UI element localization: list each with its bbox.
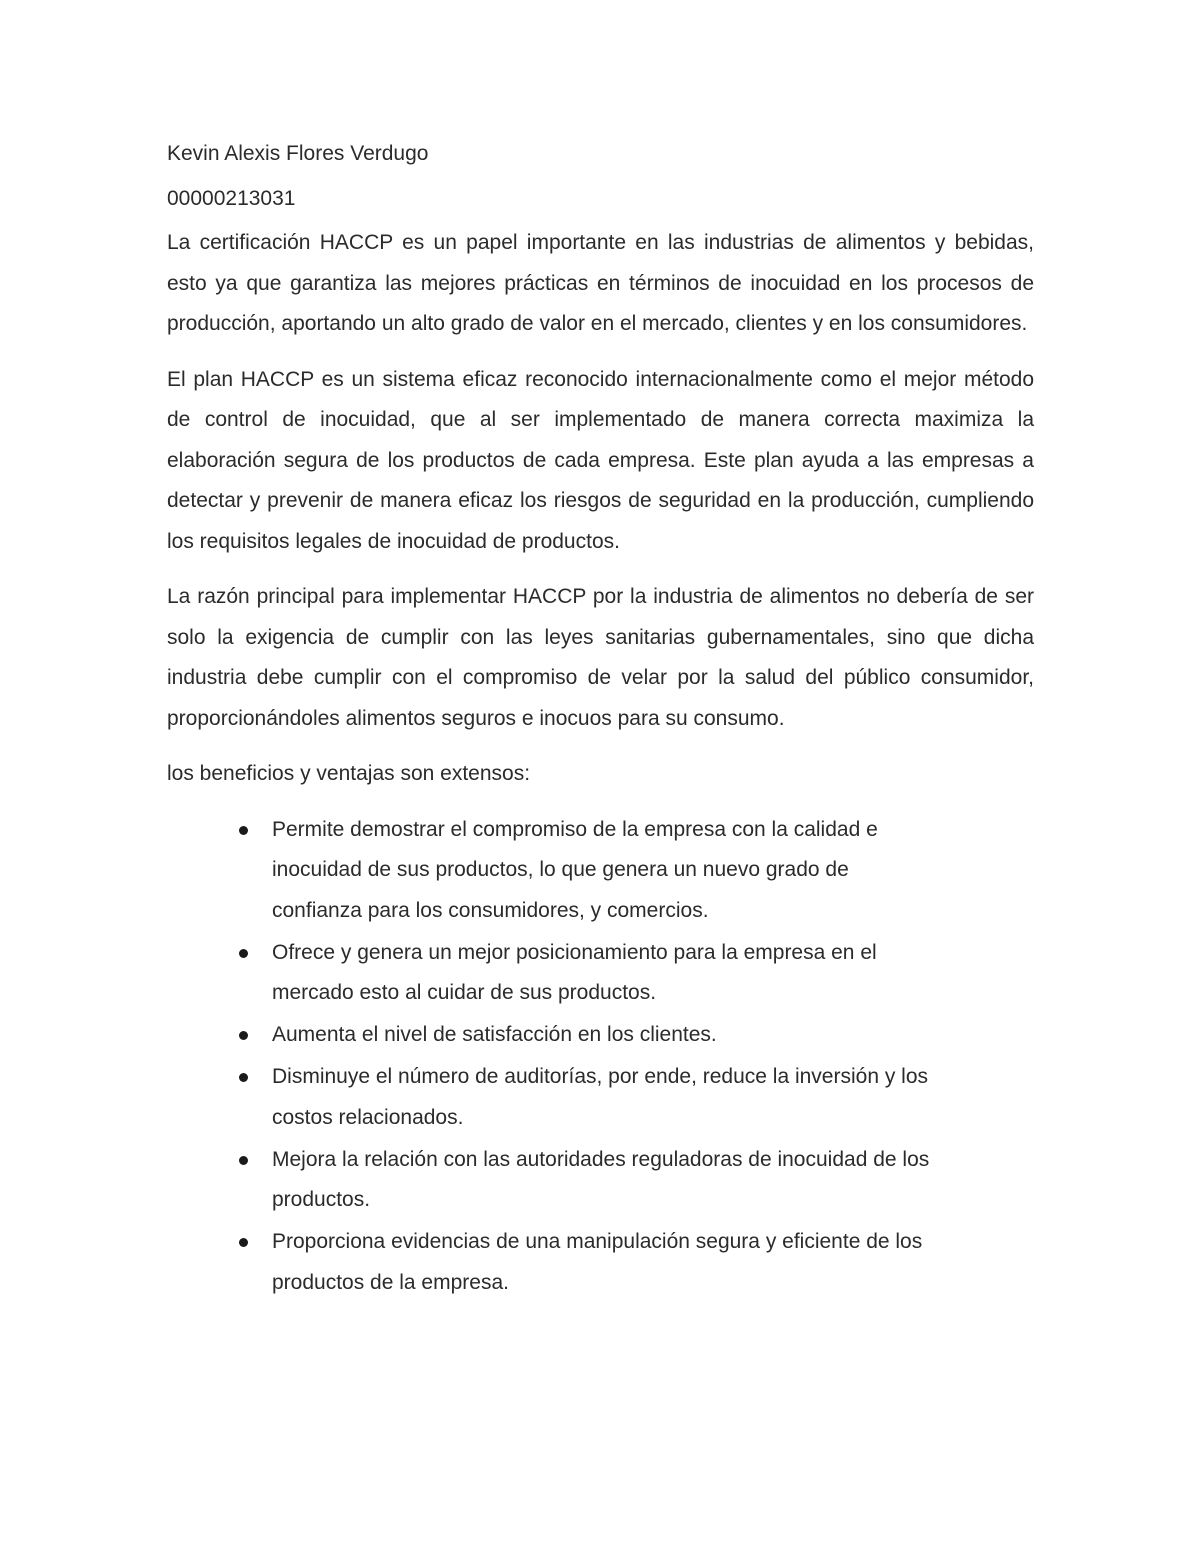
list-item — [167, 1057, 932, 1138]
student-id: 00000213031 — [167, 186, 296, 210]
paragraph-main-reason: La razón principal para implementar HACCP por la industria de alimentos no debería de ser solo la exigencia de cumplir con las leyes sanitarias gubernamentales, sino que dicha industria debe cumplir con el compromiso de velar por la salud del público consumidor, proporcionándoles alimentos seguros e inocuos para su consumo. — [167, 585, 1034, 730]
list-item — [167, 933, 932, 1014]
bullet-icon — [239, 1073, 248, 1082]
bullet-icon — [239, 949, 248, 958]
list-item — [167, 1222, 932, 1303]
bullet-icon — [239, 1031, 248, 1040]
author-name: Kevin Alexis Flores Verdugo — [167, 142, 429, 165]
list-item-text: Ofrece y genera un mejor posicionamiento para la empresa en el mercado esto al cuidar de sus productos. — [272, 940, 877, 1004]
list-item-text: Proporciona evidencias de una manipulación segura y eficiente de los productos de la empresa. — [272, 1230, 923, 1294]
list-item — [167, 810, 932, 932]
list-item-text: Mejora la relación con las autoridades reguladoras de inocuidad de los productos. — [272, 1147, 930, 1211]
paragraph-benefits-intro: los beneficios y ventajas son extensos: — [167, 762, 531, 785]
bullet-icon — [239, 1156, 248, 1165]
bullet-icon — [239, 826, 248, 835]
benefits-list — [167, 810, 1034, 1304]
bullet-icon — [239, 1238, 248, 1247]
list-item — [167, 1140, 932, 1221]
list-item — [167, 1015, 932, 1056]
list-item-text: Aumenta el nivel de satisfacción en los clientes. — [272, 1023, 717, 1046]
paragraph-haccp-plan: El plan HACCP es un sistema eficaz reconocido internacionalmente como el mejor método de control de inocuidad, que al ser implementado de manera correcta maximiza la elaboración segura de los productos de cada empresa. Este plan ayuda a las empresas a detectar y prevenir de manera eficaz los riesgos de seguridad en la producción, cumpliendo los requisitos legales de inocuidad de productos. — [167, 367, 1034, 553]
list-item-text: Disminuye el número de auditorías, por ende, reduce la inversión y los costos relacionados. — [272, 1065, 929, 1129]
paragraph-haccp-certification: La certificación HACCP es un papel importante en las industrias de alimentos y bebidas, esto ya que garantiza las mejores prácticas en términos de inocuidad en los procesos de producción, aportando un alto grado de valor en el mercado, clientes y en los consumidores. — [167, 231, 1034, 335]
document-page — [167, 134, 1034, 1305]
list-item-text: Permite demostrar el compromiso de la empresa con la calidad e inocuidad de sus productos, lo que genera un nuevo grado de confianza para los consumidores, y comercios. — [272, 817, 878, 922]
